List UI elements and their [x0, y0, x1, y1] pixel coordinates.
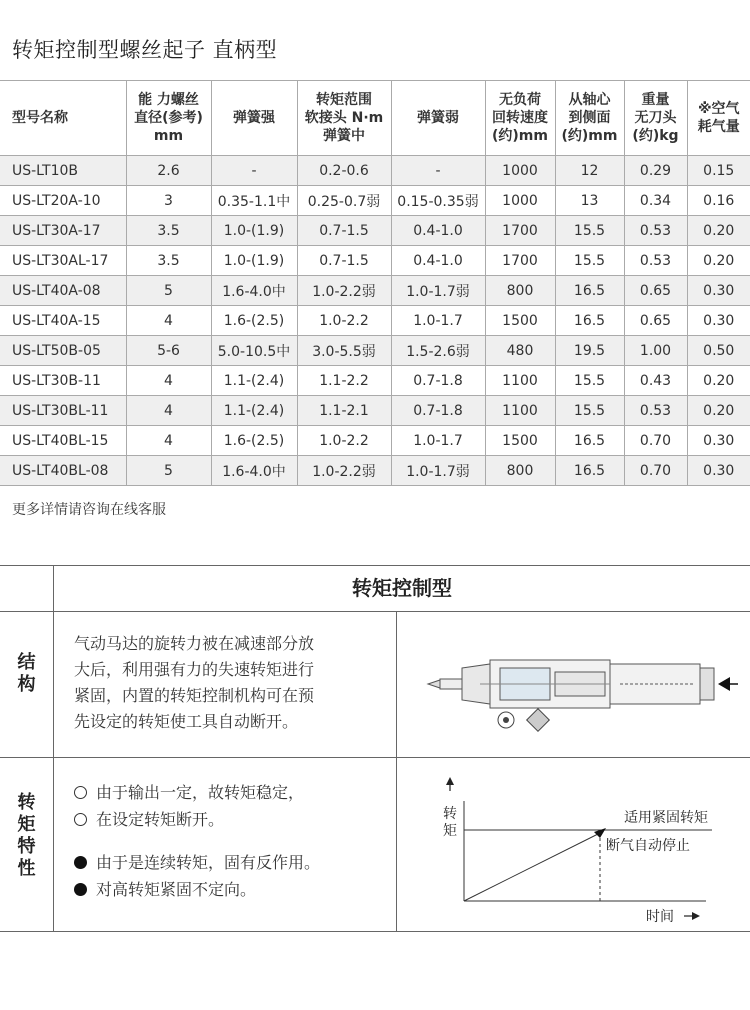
table-cell: 16.5: [555, 456, 624, 486]
column-header-line: 弹簧强: [233, 110, 275, 126]
table-cell: 0.65: [624, 306, 687, 336]
table-cell: 0.70: [624, 456, 687, 486]
open-circle-icon: [74, 786, 87, 799]
model-name-cell: US-LT20A-10: [0, 186, 126, 216]
table-cell: 1.5-2.6弱: [391, 336, 485, 366]
column-header: [391, 81, 485, 156]
column-header: [555, 81, 624, 156]
table-cell: 3.5: [126, 216, 211, 246]
table-cell: 1.0-1.7弱: [391, 276, 485, 306]
torque-characteristic-label: [0, 792, 53, 880]
table-cell: 1.6-4.0中: [211, 456, 297, 486]
table-cell: 0.53: [624, 216, 687, 246]
table-cell: 1.1-(2.4): [211, 396, 297, 426]
table-cell: -: [391, 156, 485, 186]
table-cell: 0.35-1.1中: [211, 186, 297, 216]
table-cell: 3.0-5.5弱: [297, 336, 391, 366]
table-cell: 1.6-(2.5): [211, 306, 297, 336]
graph-annotation: 断气自动停止: [606, 838, 690, 854]
table-row: [0, 156, 750, 186]
table-cell: 0.20: [687, 396, 750, 426]
table-cell: 0.20: [687, 366, 750, 396]
table-cell: 1.1-2.2: [297, 366, 391, 396]
table-cell: 0.30: [687, 426, 750, 456]
table-cell: 1500: [485, 306, 555, 336]
char-label-char: 转: [17, 792, 36, 813]
table-cell: 0.16: [687, 186, 750, 216]
table-cell: 800: [485, 276, 555, 306]
column-header-line: 无刀头: [634, 110, 677, 126]
structure-label-char: 结: [17, 652, 36, 673]
torque-control-section: [0, 565, 750, 932]
column-header-line: (约)mm: [492, 128, 548, 144]
column-header-line: (约)mm: [561, 128, 618, 144]
table-cell: 0.7-1.5: [297, 216, 391, 246]
table-cell: 0.20: [687, 246, 750, 276]
desc-line: 大后，利用强有力的失速转矩进行: [74, 660, 315, 679]
table-cell: 0.15: [687, 156, 750, 186]
structure-description: [74, 631, 374, 735]
table-cell: 0.4-1.0: [391, 216, 485, 246]
divider: [396, 611, 397, 931]
table-header-row: [0, 81, 750, 156]
table-cell: 16.5: [555, 276, 624, 306]
table-cell: 1.0-1.7: [391, 426, 485, 456]
column-header: [211, 81, 297, 156]
table-row: [0, 366, 750, 396]
table-cell: 1.0-2.2弱: [297, 276, 391, 306]
model-name-cell: US-LT40A-15: [0, 306, 126, 336]
column-header-line: 从轴心: [568, 92, 611, 108]
x-axis-label: 时间: [646, 909, 674, 925]
table-cell: 480: [485, 336, 555, 366]
model-name-cell: US-LT30BL-11: [0, 396, 126, 426]
y-axis-label: 矩: [443, 823, 457, 839]
list-item: [74, 876, 384, 903]
column-header-line: 型号名称: [12, 110, 68, 126]
characteristics-list: [74, 779, 384, 903]
desc-line: 气动马达的旋转力被在减速部分放: [74, 634, 315, 653]
column-header: [0, 81, 126, 156]
table-row: [0, 426, 750, 456]
column-header-line: 弹簧弱: [417, 110, 459, 126]
table-row: [0, 276, 750, 306]
table-cell: 1000: [485, 156, 555, 186]
torque-ramp-line: [464, 833, 600, 901]
table-cell: 1000: [485, 186, 555, 216]
table-cell: 0.7-1.8: [391, 396, 485, 426]
column-header: [126, 81, 211, 156]
table-cell: 15.5: [555, 396, 624, 426]
table-cell: 19.5: [555, 336, 624, 366]
table-cell: 1500: [485, 426, 555, 456]
structure-label-char: 构: [17, 674, 36, 695]
table-cell: 1.1-2.1: [297, 396, 391, 426]
table-cell: -: [211, 156, 297, 186]
desc-line: 紧固，内置的转矩控制机构可在预: [74, 686, 315, 705]
table-cell: 4: [126, 306, 211, 336]
char-label-char: 特: [17, 836, 36, 857]
column-header: [624, 81, 687, 156]
divider: [0, 611, 750, 612]
table-row: [0, 456, 750, 486]
column-header-line: 重量: [641, 92, 670, 108]
table-cell: 1.6-(2.5): [211, 426, 297, 456]
table-cell: 0.34: [624, 186, 687, 216]
table-cell: 0.53: [624, 246, 687, 276]
table-row: [0, 336, 750, 366]
footnote: 更多详情请咨询在线客服: [12, 502, 166, 518]
table-cell: 0.70: [624, 426, 687, 456]
table-cell: 0.7-1.5: [297, 246, 391, 276]
table-cell: 5: [126, 276, 211, 306]
table-cell: 5-6: [126, 336, 211, 366]
char-label-char: 矩: [17, 814, 36, 835]
column-header-line: ※空气: [697, 101, 740, 117]
table-cell: 1.1-(2.4): [211, 366, 297, 396]
table-row: [0, 306, 750, 336]
table-row: [0, 396, 750, 426]
bullet-text: 对高转矩紧固不定向。: [96, 880, 257, 899]
table-cell: 4: [126, 396, 211, 426]
table-cell: 0.2-0.6: [297, 156, 391, 186]
table-cell: 0.4-1.0: [391, 246, 485, 276]
table-cell: 1100: [485, 366, 555, 396]
column-header-line: 直径(参考): [134, 110, 203, 126]
section-header: 转矩控制型: [352, 576, 452, 600]
table-cell: 1700: [485, 246, 555, 276]
column-header-line: 转矩范围: [316, 92, 372, 108]
page-title: 转矩控制型螺丝起子 直柄型: [12, 38, 278, 62]
list-item: [74, 779, 384, 806]
table-cell: 15.5: [555, 216, 624, 246]
divider: [53, 566, 54, 931]
model-name-cell: US-LT30B-11: [0, 366, 126, 396]
column-header-line: mm: [153, 128, 184, 144]
up-arrow-icon: [446, 777, 454, 785]
model-name-cell: US-LT50B-05: [0, 336, 126, 366]
table-cell: 5: [126, 456, 211, 486]
table-cell: 13: [555, 186, 624, 216]
column-header-line: 能 力螺丝: [138, 92, 199, 108]
divider: [0, 757, 750, 758]
table-cell: 4: [126, 426, 211, 456]
column-header: [687, 81, 750, 156]
screwdriver-cutaway-diagram: [420, 646, 740, 736]
table-cell: 3.5: [126, 246, 211, 276]
table-cell: 1100: [485, 396, 555, 426]
filled-circle-icon: [74, 856, 87, 869]
column-header-line: 到侧面: [568, 110, 611, 126]
y-axis-label: 转: [443, 806, 457, 822]
table-cell: 1.0-2.2: [297, 306, 391, 336]
table-cell: 2.6: [126, 156, 211, 186]
bullet-text: 由于是连续转矩，固有反作用。: [96, 853, 321, 872]
table-cell: 3: [126, 186, 211, 216]
model-name-cell: US-LT10B: [0, 156, 126, 186]
table-cell: 1.0-(1.9): [211, 216, 297, 246]
model-name-cell: US-LT40BL-15: [0, 426, 126, 456]
column-header-line: 回转速度: [492, 110, 548, 126]
filled-circle-icon: [74, 883, 87, 896]
table-cell: 0.50: [687, 336, 750, 366]
list-item: [74, 806, 384, 833]
column-header: [485, 81, 555, 156]
torque-time-graph: [420, 771, 740, 931]
model-name-cell: US-LT40BL-08: [0, 456, 126, 486]
table-cell: 15.5: [555, 366, 624, 396]
table-cell: 1.0-1.7: [391, 306, 485, 336]
table-cell: 0.7-1.8: [391, 366, 485, 396]
table-cell: 0.30: [687, 276, 750, 306]
table-cell: 12: [555, 156, 624, 186]
table-row: [0, 216, 750, 246]
table-cell: 0.29: [624, 156, 687, 186]
column-header-line: 无负荷: [499, 92, 541, 108]
model-name-cell: US-LT30A-17: [0, 216, 126, 246]
table-cell: 1700: [485, 216, 555, 246]
structure-label: [0, 652, 53, 696]
desc-line: 先设定的转矩使工具自动断开。: [74, 712, 299, 731]
table-cell: 4: [126, 366, 211, 396]
column-header-line: 耗气量: [697, 119, 740, 135]
table-cell: 1.0-2.2: [297, 426, 391, 456]
model-name-cell: US-LT40A-08: [0, 276, 126, 306]
table-row: [0, 186, 750, 216]
column-header-line: 弹簧中: [323, 128, 365, 144]
open-circle-icon: [74, 813, 87, 826]
table-cell: 0.65: [624, 276, 687, 306]
table-cell: 16.5: [555, 426, 624, 456]
char-label-char: 性: [17, 858, 36, 879]
table-cell: 5.0-10.5中: [211, 336, 297, 366]
table-cell: 0.30: [687, 456, 750, 486]
table-cell: 0.20: [687, 216, 750, 246]
table-cell: 0.30: [687, 306, 750, 336]
table-cell: 15.5: [555, 246, 624, 276]
column-header-line: (约)kg: [632, 128, 679, 144]
table-cell: 1.0-2.2弱: [297, 456, 391, 486]
spec-table: [0, 80, 750, 486]
table-cell: 0.15-0.35弱: [391, 186, 485, 216]
table-cell: 800: [485, 456, 555, 486]
table-cell: 0.25-0.7弱: [297, 186, 391, 216]
model-name-cell: US-LT30AL-17: [0, 246, 126, 276]
graph-annotation: 适用紧固转矩: [624, 810, 708, 826]
column-header-line: 软接头 N·m: [304, 110, 384, 126]
list-item: [74, 849, 384, 876]
table-cell: 1.0-1.7弱: [391, 456, 485, 486]
bullet-text: 在设定转矩断开。: [96, 810, 225, 829]
table-cell: 1.00: [624, 336, 687, 366]
table-cell: 1.0-(1.9): [211, 246, 297, 276]
table-row: [0, 246, 750, 276]
table-cell: 1.6-4.0中: [211, 276, 297, 306]
column-header: [297, 81, 391, 156]
table-cell: 16.5: [555, 306, 624, 336]
table-cell: 0.43: [624, 366, 687, 396]
bullet-text: 由于输出一定，故转矩稳定，: [96, 783, 305, 802]
table-cell: 0.53: [624, 396, 687, 426]
